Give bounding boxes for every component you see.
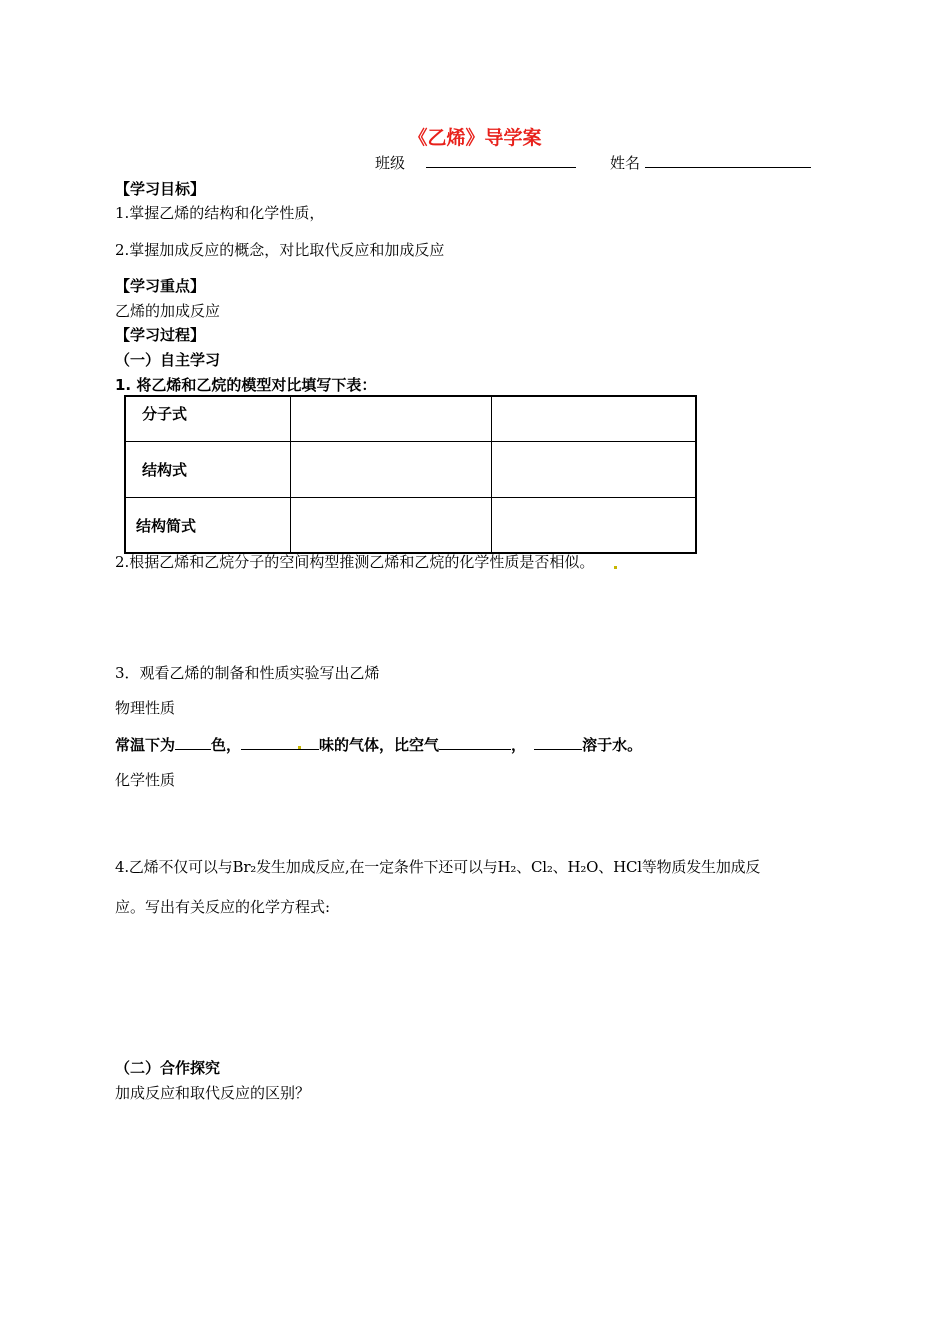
mark-dot	[614, 566, 617, 569]
question-4-line-1: 4.乙烯不仅可以与Br₂发生加成反应,在一定条件下还可以与H₂、Cl₂、H₂O、HCl等物质发生加成反	[115, 858, 761, 876]
row-label-molecular-formula: 分子式	[125, 396, 291, 442]
row-label-structural-formula: 结构式	[125, 442, 291, 498]
question-4-line-2: 应。写出有关反应的化学方程式:	[115, 898, 331, 916]
page-title: 《乙烯》导学案	[408, 127, 542, 149]
table-row	[125, 498, 696, 554]
objectives-heading: 【学习目标】	[115, 180, 206, 198]
color-blank[interactable]	[175, 735, 211, 750]
fill-text-1: 常温下为	[115, 736, 176, 754]
table-cell[interactable]	[492, 498, 697, 554]
class-field	[375, 152, 576, 173]
class-blank[interactable]	[426, 153, 576, 168]
part2-question: 加成反应和取代反应的区别？	[115, 1084, 311, 1102]
solubility-blank[interactable]	[534, 735, 582, 750]
row-label-condensed-formula: 结构简式	[125, 498, 291, 554]
table-cell[interactable]	[291, 498, 492, 554]
table-cell[interactable]	[492, 442, 697, 498]
key-point-text: 乙烯的加成反应	[115, 302, 221, 320]
objective-1: 1.掌握乙烯的结构和化学性质，	[115, 204, 325, 222]
odor-blank[interactable]	[241, 735, 319, 750]
chemical-properties-label: 化学性质	[115, 771, 176, 789]
objective-2: 2.掌握加成反应的概念，对比取代反应和加成反应	[115, 241, 445, 259]
question-3: 3．观看乙烯的制备和性质实验写出乙烯	[115, 664, 380, 682]
comparison-table	[124, 395, 697, 554]
mark-dot	[298, 746, 301, 749]
process-heading: 【学习过程】	[115, 326, 206, 344]
fill-text-3: 味的气体，比空气	[319, 736, 440, 754]
class-label: 班级	[375, 154, 406, 172]
physical-properties-label: 物理性质	[115, 699, 176, 717]
name-label: 姓名	[610, 154, 641, 172]
part1-heading: （一）自主学习	[115, 351, 221, 369]
question-1: 1. 将乙烯和乙烷的模型对比填写下表：	[115, 376, 377, 394]
name-blank[interactable]	[645, 153, 811, 168]
table-row	[125, 396, 696, 442]
fill-text-4: ，	[511, 736, 527, 754]
question-2: 2.根据乙烯和乙烷分子的空间构型推测乙烯和乙烷的化学性质是否相似。	[115, 553, 595, 571]
fill-text-5: 溶于水。	[582, 736, 643, 754]
table-row	[125, 442, 696, 498]
density-blank[interactable]	[439, 735, 511, 750]
table-cell[interactable]	[291, 442, 492, 498]
name-field	[610, 152, 811, 173]
table-cell[interactable]	[291, 396, 492, 442]
key-point-heading: 【学习重点】	[115, 277, 206, 295]
fill-in-sentence	[115, 734, 642, 755]
part2-heading: （二）合作探究	[115, 1059, 221, 1077]
fill-text-2: 色，	[211, 736, 242, 754]
table-cell[interactable]	[492, 396, 697, 442]
